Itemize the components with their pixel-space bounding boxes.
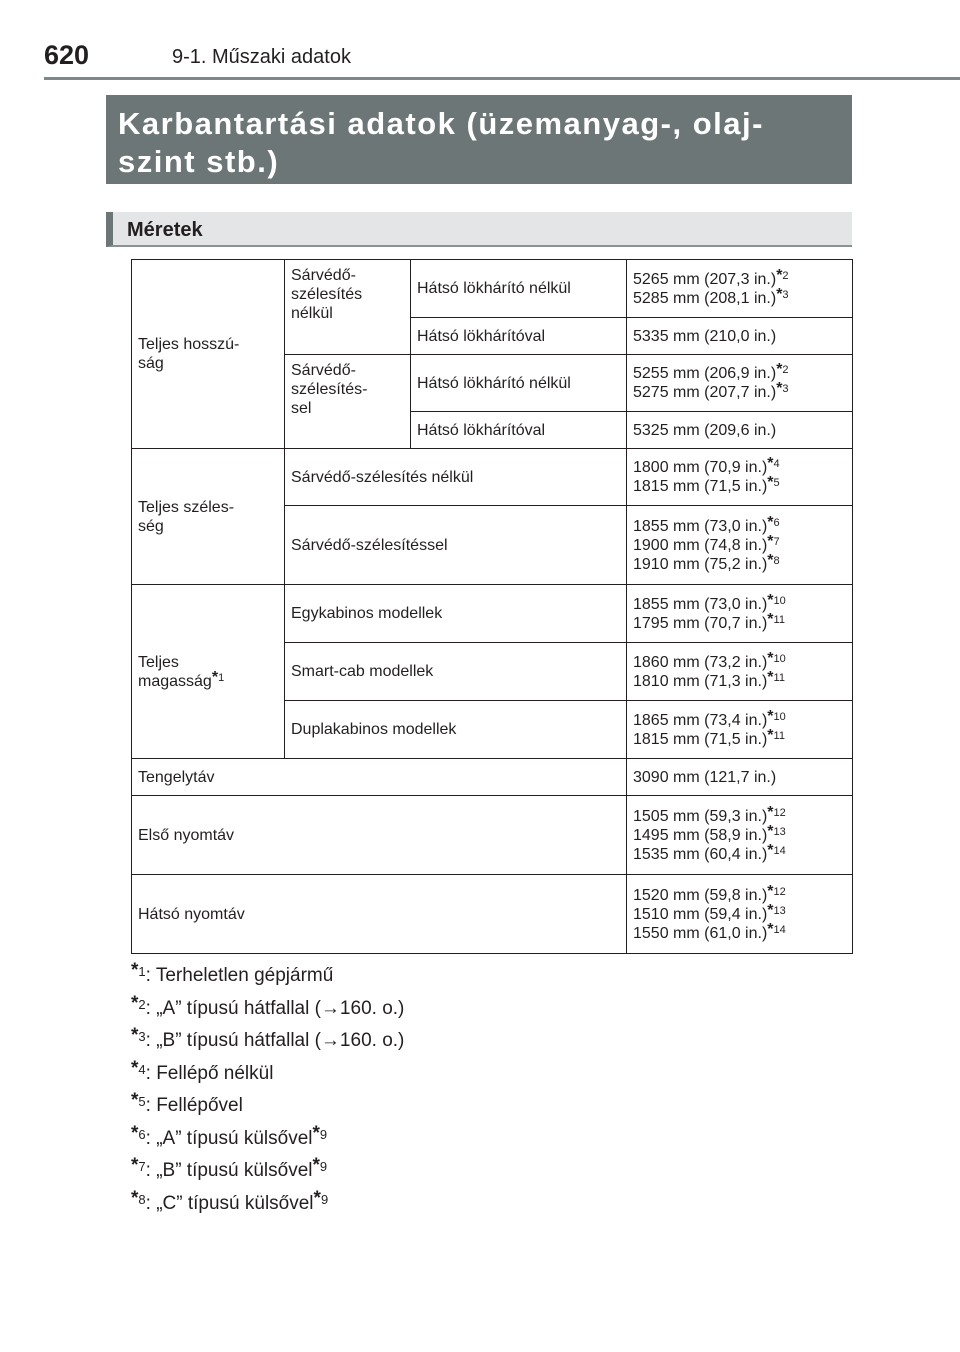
- footnote-ref-number: 10: [773, 652, 786, 665]
- footnote-ref-star: *: [767, 803, 774, 821]
- value-line: [633, 707, 846, 730]
- section-title-line-2: szint stb.): [118, 144, 280, 179]
- value-cell: [627, 643, 853, 701]
- variant-label: Egykabinos modellek: [285, 585, 627, 643]
- value-cell: [627, 585, 853, 643]
- no-flare-label-line: szélesítés: [291, 286, 363, 303]
- footnote-star: *: [131, 992, 139, 1014]
- value-line: [633, 421, 846, 440]
- footnote-number: 4: [138, 1061, 146, 1077]
- footnote-number: 5: [138, 1094, 146, 1109]
- rear-tread-row: [132, 875, 853, 954]
- no-flare-label-line: Sárvédő-: [291, 267, 356, 284]
- value-line: [633, 841, 846, 864]
- value-cell: [627, 412, 853, 449]
- value-text: 1795 mm (70,7 in.): [633, 614, 768, 632]
- footnote-item: [131, 1187, 851, 1223]
- footnote-number: 2: [138, 996, 146, 1012]
- footnote-item: [131, 1027, 851, 1060]
- variant-label: Duplakabinos modellek: [285, 701, 627, 759]
- value-text: 1535 mm (60,4 in.): [633, 845, 768, 863]
- value-cell: [627, 260, 853, 318]
- dimensions-table: [131, 259, 853, 954]
- rear-tread-label: Hátsó nyomtáv: [132, 875, 627, 954]
- wheelbase-row: [132, 759, 853, 796]
- value-cell: [627, 355, 853, 412]
- value-cell: [627, 506, 853, 585]
- front-tread-row: [132, 796, 853, 875]
- value-text: 1815 mm (71,5 in.): [633, 730, 768, 748]
- value-line: [633, 327, 846, 346]
- footnote-ref-number: 9: [320, 1191, 329, 1207]
- footnote-ref-star: *: [767, 920, 774, 938]
- value-text: 1860 mm (73,2 in.): [633, 653, 768, 671]
- value-cell: [627, 449, 853, 506]
- footnote-ref-number: 11: [773, 671, 785, 684]
- footnote-ref-star: *: [767, 841, 774, 859]
- footnote-ref-number: 2: [782, 364, 789, 376]
- value-line: [633, 591, 846, 614]
- row-label-height: [132, 585, 285, 759]
- flare-label-line: Sárvédő-: [291, 362, 356, 379]
- footnote-ref-number: 7: [773, 535, 780, 548]
- footnote-ref-star: *: [767, 591, 774, 609]
- footnote-ref-star: *: [767, 532, 774, 550]
- footnote-ref-number: 1: [218, 671, 225, 684]
- footnote-ref-star: *: [776, 380, 783, 397]
- footnote-ref-star: *: [767, 882, 774, 900]
- footnote-ref-number: 10: [773, 710, 786, 723]
- value-text: 1855 mm (73,0 in.): [633, 595, 768, 613]
- value-line: [633, 803, 846, 826]
- footnote-text: : Terheletlen gépjármű: [145, 965, 334, 986]
- width-label-line: ség: [138, 517, 164, 535]
- value-text: 1815 mm (71,5 in.): [633, 478, 768, 495]
- value-text: 1520 mm (59,8 in.): [633, 886, 768, 904]
- footnote-ref-number: 10: [773, 594, 786, 607]
- footnote-text: : „A” típusú külsővel: [145, 1127, 313, 1149]
- table-row: [132, 585, 853, 643]
- footnote-ref-star: *: [211, 668, 219, 686]
- footnote-ref-star: *: [767, 707, 774, 725]
- page-header: [44, 40, 960, 80]
- footnote-ref-number: 2: [782, 269, 789, 282]
- footnote-item: [131, 1122, 851, 1158]
- footnote-ref-star: *: [767, 901, 774, 919]
- footnote-star: *: [131, 1155, 139, 1176]
- footnote-text: : Fellépő nélkül: [145, 1062, 274, 1084]
- height-label-line: magasság: [138, 672, 212, 690]
- variant-label: Hátsó lökhárító nélkül: [411, 355, 627, 412]
- footnote-ref-star: *: [767, 551, 774, 569]
- wheelbase-value: 3090 mm (121,7 in.): [627, 759, 853, 796]
- value-cell: [627, 318, 853, 355]
- footnote-ref-number: 8: [773, 554, 780, 567]
- footnote-star: *: [131, 1090, 139, 1111]
- table-row: [132, 260, 853, 318]
- front-tread-label: Első nyomtáv: [132, 796, 627, 875]
- footnote-ref-number: 13: [773, 904, 786, 917]
- footnote-text: : „A” típusú hátfallal (→160. o.): [145, 997, 405, 1019]
- value-line: [633, 551, 846, 574]
- footnote-ref-number: 14: [773, 923, 786, 936]
- footnote-number: 7: [138, 1159, 146, 1174]
- variant-label: Hátsó lökhárítóval: [411, 412, 627, 449]
- section-title-line-1: Karbantartási adatok (üzemanyag-, olaj-: [118, 106, 764, 141]
- footnote-star: *: [131, 1057, 139, 1079]
- footnote-number: 6: [138, 1126, 146, 1142]
- footnote-ref-number: 5: [773, 477, 780, 489]
- row-label-length: [132, 260, 285, 449]
- value-line: [633, 726, 846, 749]
- footnote-ref-number: 14: [773, 844, 786, 857]
- value-line: [633, 513, 846, 536]
- value-text: 1900 mm (74,8 in.): [633, 536, 768, 554]
- height-label-line-wrap: [138, 668, 278, 691]
- footnote-ref-number: 3: [782, 383, 789, 395]
- header-rule: [44, 77, 960, 80]
- value-line: [633, 474, 846, 496]
- footnote-text: : „B” típusú hátfallal (→160. o.): [145, 1030, 405, 1051]
- value-text: 1550 mm (61,0 in.): [633, 924, 768, 942]
- footnote-ref-star: *: [312, 1155, 320, 1176]
- length-label-line: Teljes hosszú-: [138, 336, 240, 353]
- variant-label: Hátsó lökhárító nélkül: [411, 260, 627, 318]
- footnote-number: 8: [138, 1191, 146, 1207]
- value-line: [633, 361, 846, 383]
- footnote-number: 1: [138, 964, 146, 979]
- value-text: 1865 mm (73,4 in.): [633, 711, 768, 729]
- subheading-bar: [106, 212, 852, 247]
- sub-label-flare: [285, 355, 411, 449]
- footnote-ref-star: *: [776, 266, 783, 284]
- footnote-ref-number: 11: [773, 729, 785, 742]
- value-text: 1800 mm (70,9 in.): [633, 459, 768, 476]
- value-text: 5335 mm (210,0 in.): [633, 327, 777, 345]
- variant-label: Sárvédő-szélesítés nélkül: [285, 449, 627, 506]
- value-line: [633, 649, 846, 672]
- length-label-line: ság: [138, 355, 164, 372]
- footnote-ref-star: *: [767, 726, 774, 744]
- table-row: [132, 449, 853, 506]
- footnote-ref-star: *: [767, 455, 774, 472]
- footnote-star: *: [131, 1122, 139, 1144]
- footnotes: [131, 962, 851, 1222]
- footnote-ref-star: *: [313, 1187, 321, 1209]
- value-text: 1910 mm (75,2 in.): [633, 555, 768, 573]
- footnote-ref-number: 3: [782, 288, 789, 301]
- value-line: [633, 822, 846, 845]
- footnote-star: *: [131, 1025, 139, 1046]
- footnote-item: [131, 1057, 851, 1093]
- footnote-ref-star: *: [767, 610, 774, 628]
- value-line: [633, 285, 846, 308]
- value-text: 5275 mm (207,7 in.): [633, 384, 777, 401]
- page-number: 620: [44, 40, 90, 70]
- value-line: [633, 882, 846, 905]
- footnote-ref-number: 12: [773, 806, 786, 819]
- value-line: [633, 920, 846, 943]
- footnote-ref-number: 11: [773, 613, 785, 626]
- variant-label: Hátsó lökhárítóval: [411, 318, 627, 355]
- footnote-ref-number: 6: [773, 516, 780, 529]
- footnote-item: [131, 1157, 851, 1190]
- footnote-ref-star: *: [767, 649, 774, 667]
- flare-label-line: szélesítés-: [291, 381, 368, 398]
- value-text: 5265 mm (207,3 in.): [633, 270, 777, 288]
- footnote-star: *: [131, 960, 139, 981]
- footnote-ref-star: *: [767, 513, 774, 531]
- height-label-line: Teljes: [138, 653, 179, 671]
- value-text: 5325 mm (209,6 in.): [633, 421, 777, 439]
- footnote-text: : „B” típusú külsővel: [145, 1160, 313, 1181]
- no-flare-label-line: nélkül: [291, 305, 333, 322]
- footnote-star: *: [131, 1187, 139, 1209]
- footnote-ref-star: *: [767, 822, 774, 840]
- footnote-number: 3: [138, 1029, 146, 1044]
- value-line: [633, 380, 846, 402]
- value-text: 1505 mm (59,3 in.): [633, 807, 768, 825]
- footnote-ref-number: 9: [319, 1159, 328, 1174]
- value-line: [633, 532, 846, 555]
- footnote-text: : „C” típusú külsővel: [145, 1192, 314, 1214]
- variant-label: Sárvédő-szélesítéssel: [285, 506, 627, 585]
- footnote-ref-star: *: [776, 285, 783, 303]
- value-cell: [627, 796, 853, 875]
- value-cell: [627, 875, 853, 954]
- chapter-title: 9-1. Műszaki adatok: [172, 46, 351, 68]
- section-title: [106, 95, 852, 184]
- footnote-ref-star: *: [767, 474, 774, 491]
- value-text: 1855 mm (73,0 in.): [633, 517, 768, 535]
- variant-label: Smart-cab modellek: [285, 643, 627, 701]
- value-text: 1510 mm (59,4 in.): [633, 905, 768, 923]
- value-text: 1495 mm (58,9 in.): [633, 826, 768, 844]
- value-line: [633, 668, 846, 691]
- footnote-ref-star: *: [776, 361, 783, 378]
- footnote-item: [131, 962, 851, 995]
- value-line: [633, 266, 846, 289]
- value-line: [633, 901, 846, 924]
- footnote-item: [131, 1092, 851, 1125]
- wheelbase-label: Tengelytáv: [132, 759, 627, 796]
- value-cell: [627, 701, 853, 759]
- footnote-ref-star: *: [767, 668, 774, 686]
- value-text: 5255 mm (206,9 in.): [633, 365, 777, 382]
- footnote-ref-star: *: [312, 1122, 320, 1144]
- flare-label-line: sel: [291, 400, 312, 417]
- footnote-item: [131, 992, 851, 1028]
- footnote-ref-number: 9: [319, 1126, 328, 1142]
- value-text: 5285 mm (208,1 in.): [633, 289, 777, 307]
- value-text: 1810 mm (71,3 in.): [633, 672, 768, 690]
- width-label-line: Teljes széles-: [138, 498, 235, 516]
- sub-label-no-flare: [285, 260, 411, 355]
- subheading-label: Méretek: [127, 219, 203, 241]
- footnote-ref-number: 13: [773, 825, 786, 838]
- footnote-text: : Fellépővel: [145, 1095, 243, 1116]
- value-line: [633, 455, 846, 477]
- row-label-width: [132, 449, 285, 585]
- value-line: [633, 610, 846, 633]
- footnote-ref-number: 12: [773, 885, 786, 898]
- footnote-ref-number: 4: [773, 458, 780, 470]
